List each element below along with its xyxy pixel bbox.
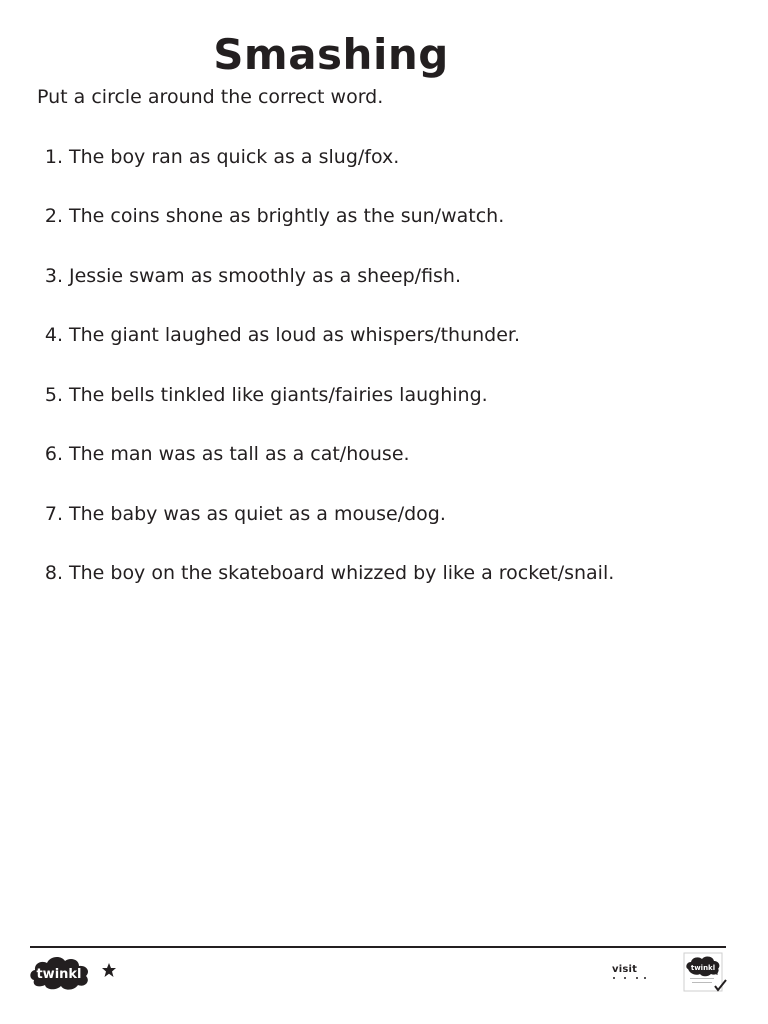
instruction-text: Put a circle around the correct word. — [37, 86, 384, 108]
quality-badge-icon — [682, 952, 728, 994]
question-number: 8. — [44, 562, 63, 584]
question-text: Jessie swam as smoothly as a sheep/fish. — [69, 265, 462, 287]
question-number: 2. — [44, 205, 63, 227]
question-item — [0, 205, 740, 233]
question-item — [0, 443, 740, 471]
question-text: The boy on the skateboard whizzed by like a rocket/snail. — [69, 562, 615, 584]
question-text: The giant laughed as loud as whispers/thunder. — [69, 324, 521, 346]
footer-divider — [30, 946, 726, 948]
question-item — [0, 324, 740, 352]
question-text: The bells tinkled like giants/fairies laughing. — [69, 384, 488, 406]
question-text: The man was as tall as a cat/house. — [69, 443, 410, 465]
question-number: 4. — [44, 324, 63, 346]
twinkl-logo[interactable] — [28, 952, 92, 992]
question-number: 5. — [44, 384, 63, 406]
logo-wordmark: twinkl — [36, 967, 82, 982]
question-text: The baby was as quiet as a mouse/dog. — [69, 503, 446, 525]
question-number: 3. — [44, 265, 63, 287]
question-number: 6. — [44, 443, 63, 465]
question-number: 7. — [44, 503, 63, 525]
question-item — [0, 146, 740, 174]
question-text: The coins shone as brightly as the sun/watch. — [69, 205, 505, 227]
question-item — [0, 562, 740, 590]
worksheet-title: Smashing — [213, 30, 449, 79]
badge-wordmark: twinkl — [690, 964, 716, 972]
dots-icon — [612, 976, 648, 980]
question-item — [0, 503, 740, 531]
question-item — [0, 265, 740, 293]
star-icon — [101, 962, 117, 978]
visit-label[interactable]: visit — [612, 964, 638, 975]
question-number: 1. — [44, 146, 63, 168]
question-item — [0, 384, 740, 412]
question-text: The boy ran as quick as a slug/fox. — [69, 146, 400, 168]
